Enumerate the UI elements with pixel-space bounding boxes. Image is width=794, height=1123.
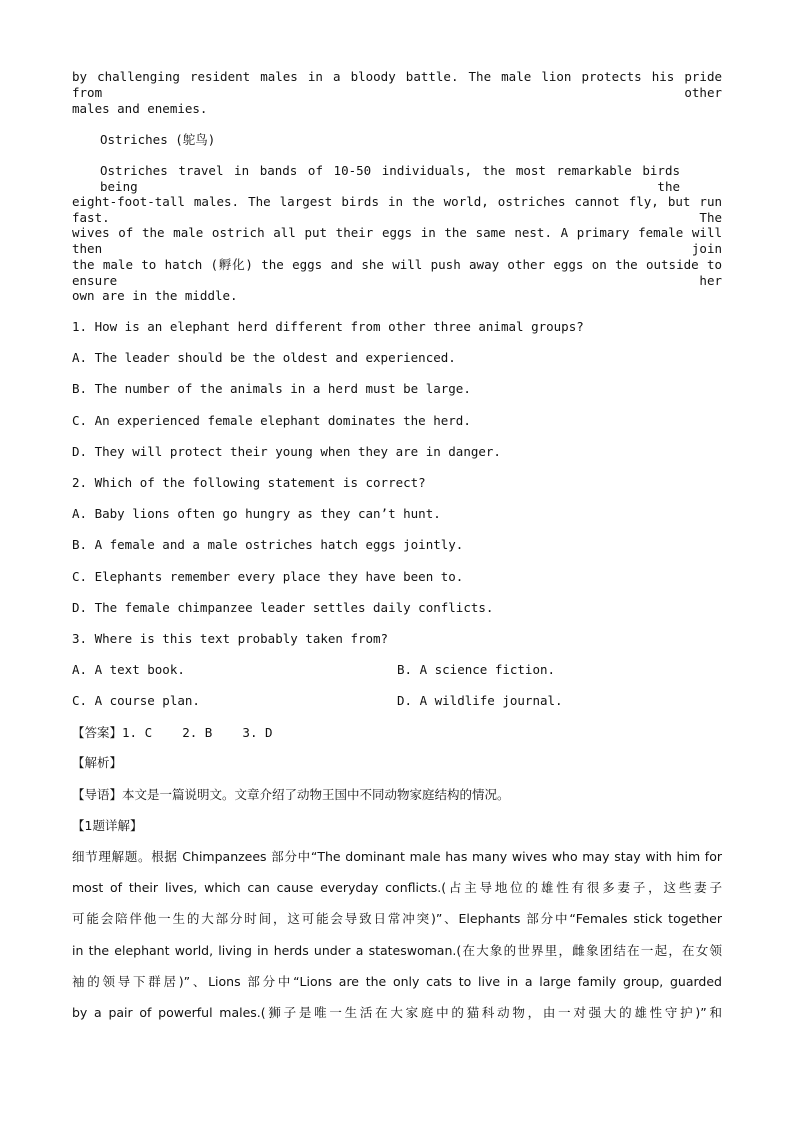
passage-line-2: males and enemies. <box>72 101 208 116</box>
question-3-option-c: C. A course plan. <box>72 693 200 708</box>
question-1-option-a: A. The leader should be the oldest and experienced. <box>72 350 456 365</box>
detail-line-6: by a pair of powerful males.(狮子是唯一生活在大家庭中的猫科动物，由一对强大的雄性守护)”和 <box>72 1005 722 1020</box>
detail-line-2: most of their lives, which can cause everyday conflicts.(占主导地位的雄性有很多妻子，这些妻子 <box>72 880 722 895</box>
passage-line-5: eight-foot-tall males. The largest birds in the world, ostriches cannot fly, but run fast. The <box>72 194 722 225</box>
detail-tag: 【1题详解】 <box>72 818 143 833</box>
question-3-stem: 3. Where is this text probably taken from? <box>72 631 389 646</box>
passage-line-6: wives of the male ostrich all put their eggs in the same nest. A primary female will then join <box>72 225 722 256</box>
passage-line-1: by challenging resident males in a bloody battle. The male lion protects his pride from other <box>72 69 722 100</box>
question-1-stem: 1. How is an elephant herd different from other three animal groups? <box>72 319 584 334</box>
question-2-option-c: C. Elephants remember every place they have been to. <box>72 569 464 584</box>
section-heading-ostriches: Ostriches (鸵鸟) <box>100 132 216 147</box>
detail-line-3: 可能会陪伴他一生的大部分时间，这可能会导致日常冲突)”、Elephants 部分中“Females stick together <box>72 911 722 926</box>
question-2-option-b: B. A female and a male ostriches hatch eggs jointly. <box>72 537 464 552</box>
question-2-stem: 2. Which of the following statement is correct? <box>72 475 426 490</box>
passage-line-4: Ostriches travel in bands of 10-50 individuals, the most remarkable birds being the <box>100 163 680 194</box>
passage-line-7: the male to hatch (孵化) the eggs and she will push away other eggs on the outside to ensure her <box>72 257 722 288</box>
detail-line-4: in the elephant world, living in herds under a stateswoman.(在大象的世界里，雌象团结在一起，在女领 <box>72 943 722 958</box>
question-2-option-d: D. The female chimpanzee leader settles daily conflicts. <box>72 600 494 615</box>
question-1-option-c: C. An experienced female elephant dominates the herd. <box>72 413 471 428</box>
passage-line-8: own are in the middle. <box>72 288 238 303</box>
question-3-option-b: B. A science fiction. <box>397 662 556 677</box>
guide-row <box>72 787 510 803</box>
answer-row <box>72 725 273 741</box>
question-3-option-a: A. A text book. <box>72 662 185 677</box>
question-2-option-a: A. Baby lions often go hungry as they can’t hunt. <box>72 506 441 521</box>
question-3-option-d: D. A wildlife journal. <box>397 693 563 708</box>
answer-tag: 【答案】 <box>72 725 123 740</box>
detail-line-5: 袖的领导下群居)”、Lions 部分中“Lions are the only cats to live in a large family group, guarded <box>72 974 722 989</box>
analysis-tag: 【解析】 <box>72 755 123 770</box>
guide-text: 本文是一篇说明文。文章介绍了动物王国中不同动物家庭结构的情况。 <box>122 787 510 802</box>
question-1-option-b: B. The number of the animals in a herd must be large. <box>72 381 471 396</box>
guide-tag: 【导语】 <box>72 787 123 802</box>
question-1-option-d: D. They will protect their young when they are in danger. <box>72 444 501 459</box>
answer-text: 1. C 2. B 3. D <box>122 725 273 740</box>
detail-line-1: 细节理解题。根据 Chimpanzees 部分中“The dominant male has many wives who may stay with him for <box>72 849 722 864</box>
